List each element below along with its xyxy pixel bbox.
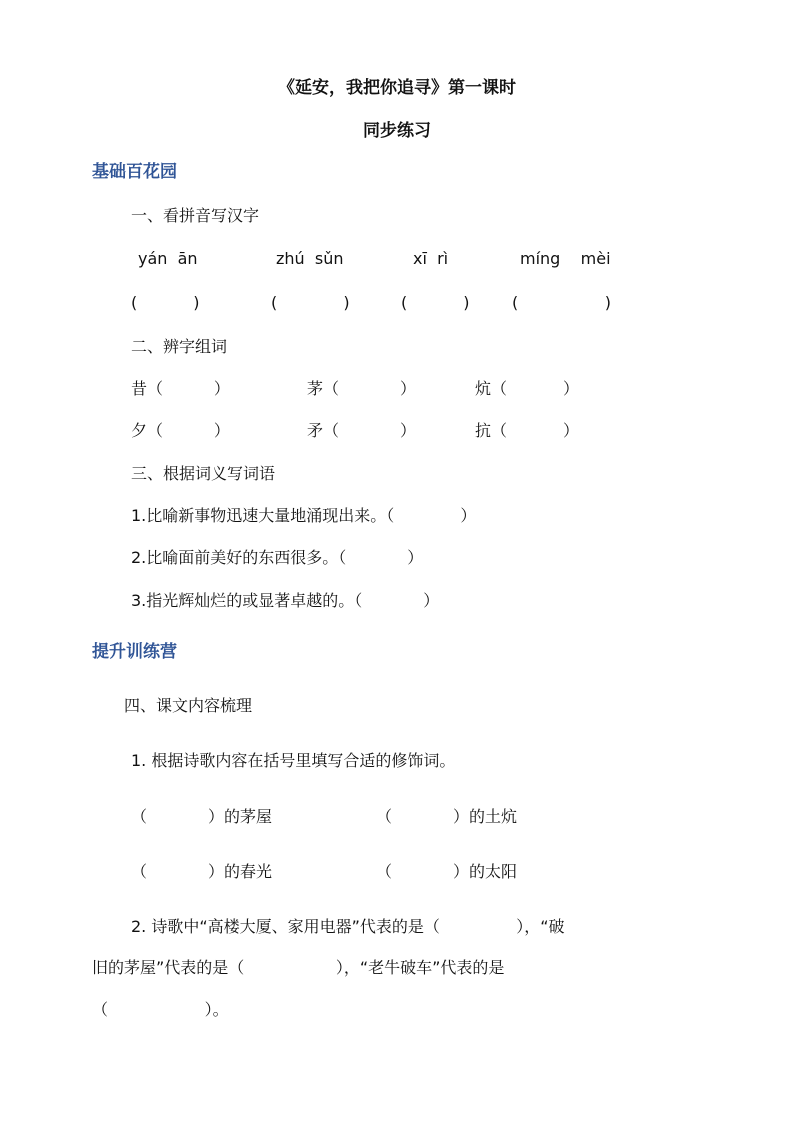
fill-thatched-house[interactable]: （ ）的茅屋 [131,807,273,826]
pinyin-2: zhú sǔn [276,249,344,268]
q4-item-1: 1. 根据诗歌内容在括号里填写合适的修饰词。 [131,751,456,770]
section-advanced: 提升训练营 [92,642,177,662]
pinyin-blank-1[interactable]: ( ) [131,293,200,312]
word-group-mao2[interactable]: 矛（ ） [307,421,417,440]
q4-item-2-line-2[interactable]: 旧的茅屋”代表的是（ ），“老牛破车”代表的是 [92,958,505,977]
q4-item-2-line-1[interactable]: 2. 诗歌中“高楼大厦、家用电器”代表的是（ ），“破 [131,917,565,936]
pinyin-4: míng mèi [520,249,611,268]
word-group-kang2[interactable]: 抗（ ） [475,421,579,440]
q2-heading: 二、辨字组词 [131,337,228,356]
q4-item-2-line-3[interactable]: （ ）。 [92,1000,229,1019]
word-group-mao[interactable]: 茅（ ） [307,379,417,398]
doc-title: 《延安，我把你追寻》第一课时 [278,78,516,98]
q4-heading: 四、课文内容梳理 [124,696,253,715]
pinyin-3: xī rì [413,249,449,268]
fill-earthen-kang[interactable]: （ ）的土炕 [376,807,518,826]
q3-item-2[interactable]: 2.比喻面前美好的东西很多。（ ） [131,548,424,567]
section-basic: 基础百花园 [92,162,177,182]
fill-spring-light[interactable]: （ ）的春光 [131,862,273,881]
pinyin-blank-3[interactable]: ( ) [401,293,470,312]
q1-heading: 一、看拼音写汉字 [131,206,260,225]
pinyin-blank-4[interactable]: ( ) [512,293,611,312]
fill-sun[interactable]: （ ）的太阳 [376,862,518,881]
q3-item-1[interactable]: 1.比喻新事物迅速大量地涌现出来。（ ） [131,506,477,525]
pinyin-1: yán ān [138,249,198,268]
pinyin-blank-2[interactable]: ( ) [271,293,350,312]
q3-item-3[interactable]: 3.指光辉灿烂的或显著卓越的。（ ） [131,591,440,610]
word-group-xi2[interactable]: 夕（ ） [131,421,230,440]
word-group-kang[interactable]: 炕（ ） [475,379,579,398]
word-group-xi[interactable]: 昔（ ） [131,379,230,398]
doc-subtitle: 同步练习 [363,121,431,141]
q3-heading: 三、根据词义写词语 [131,464,276,483]
